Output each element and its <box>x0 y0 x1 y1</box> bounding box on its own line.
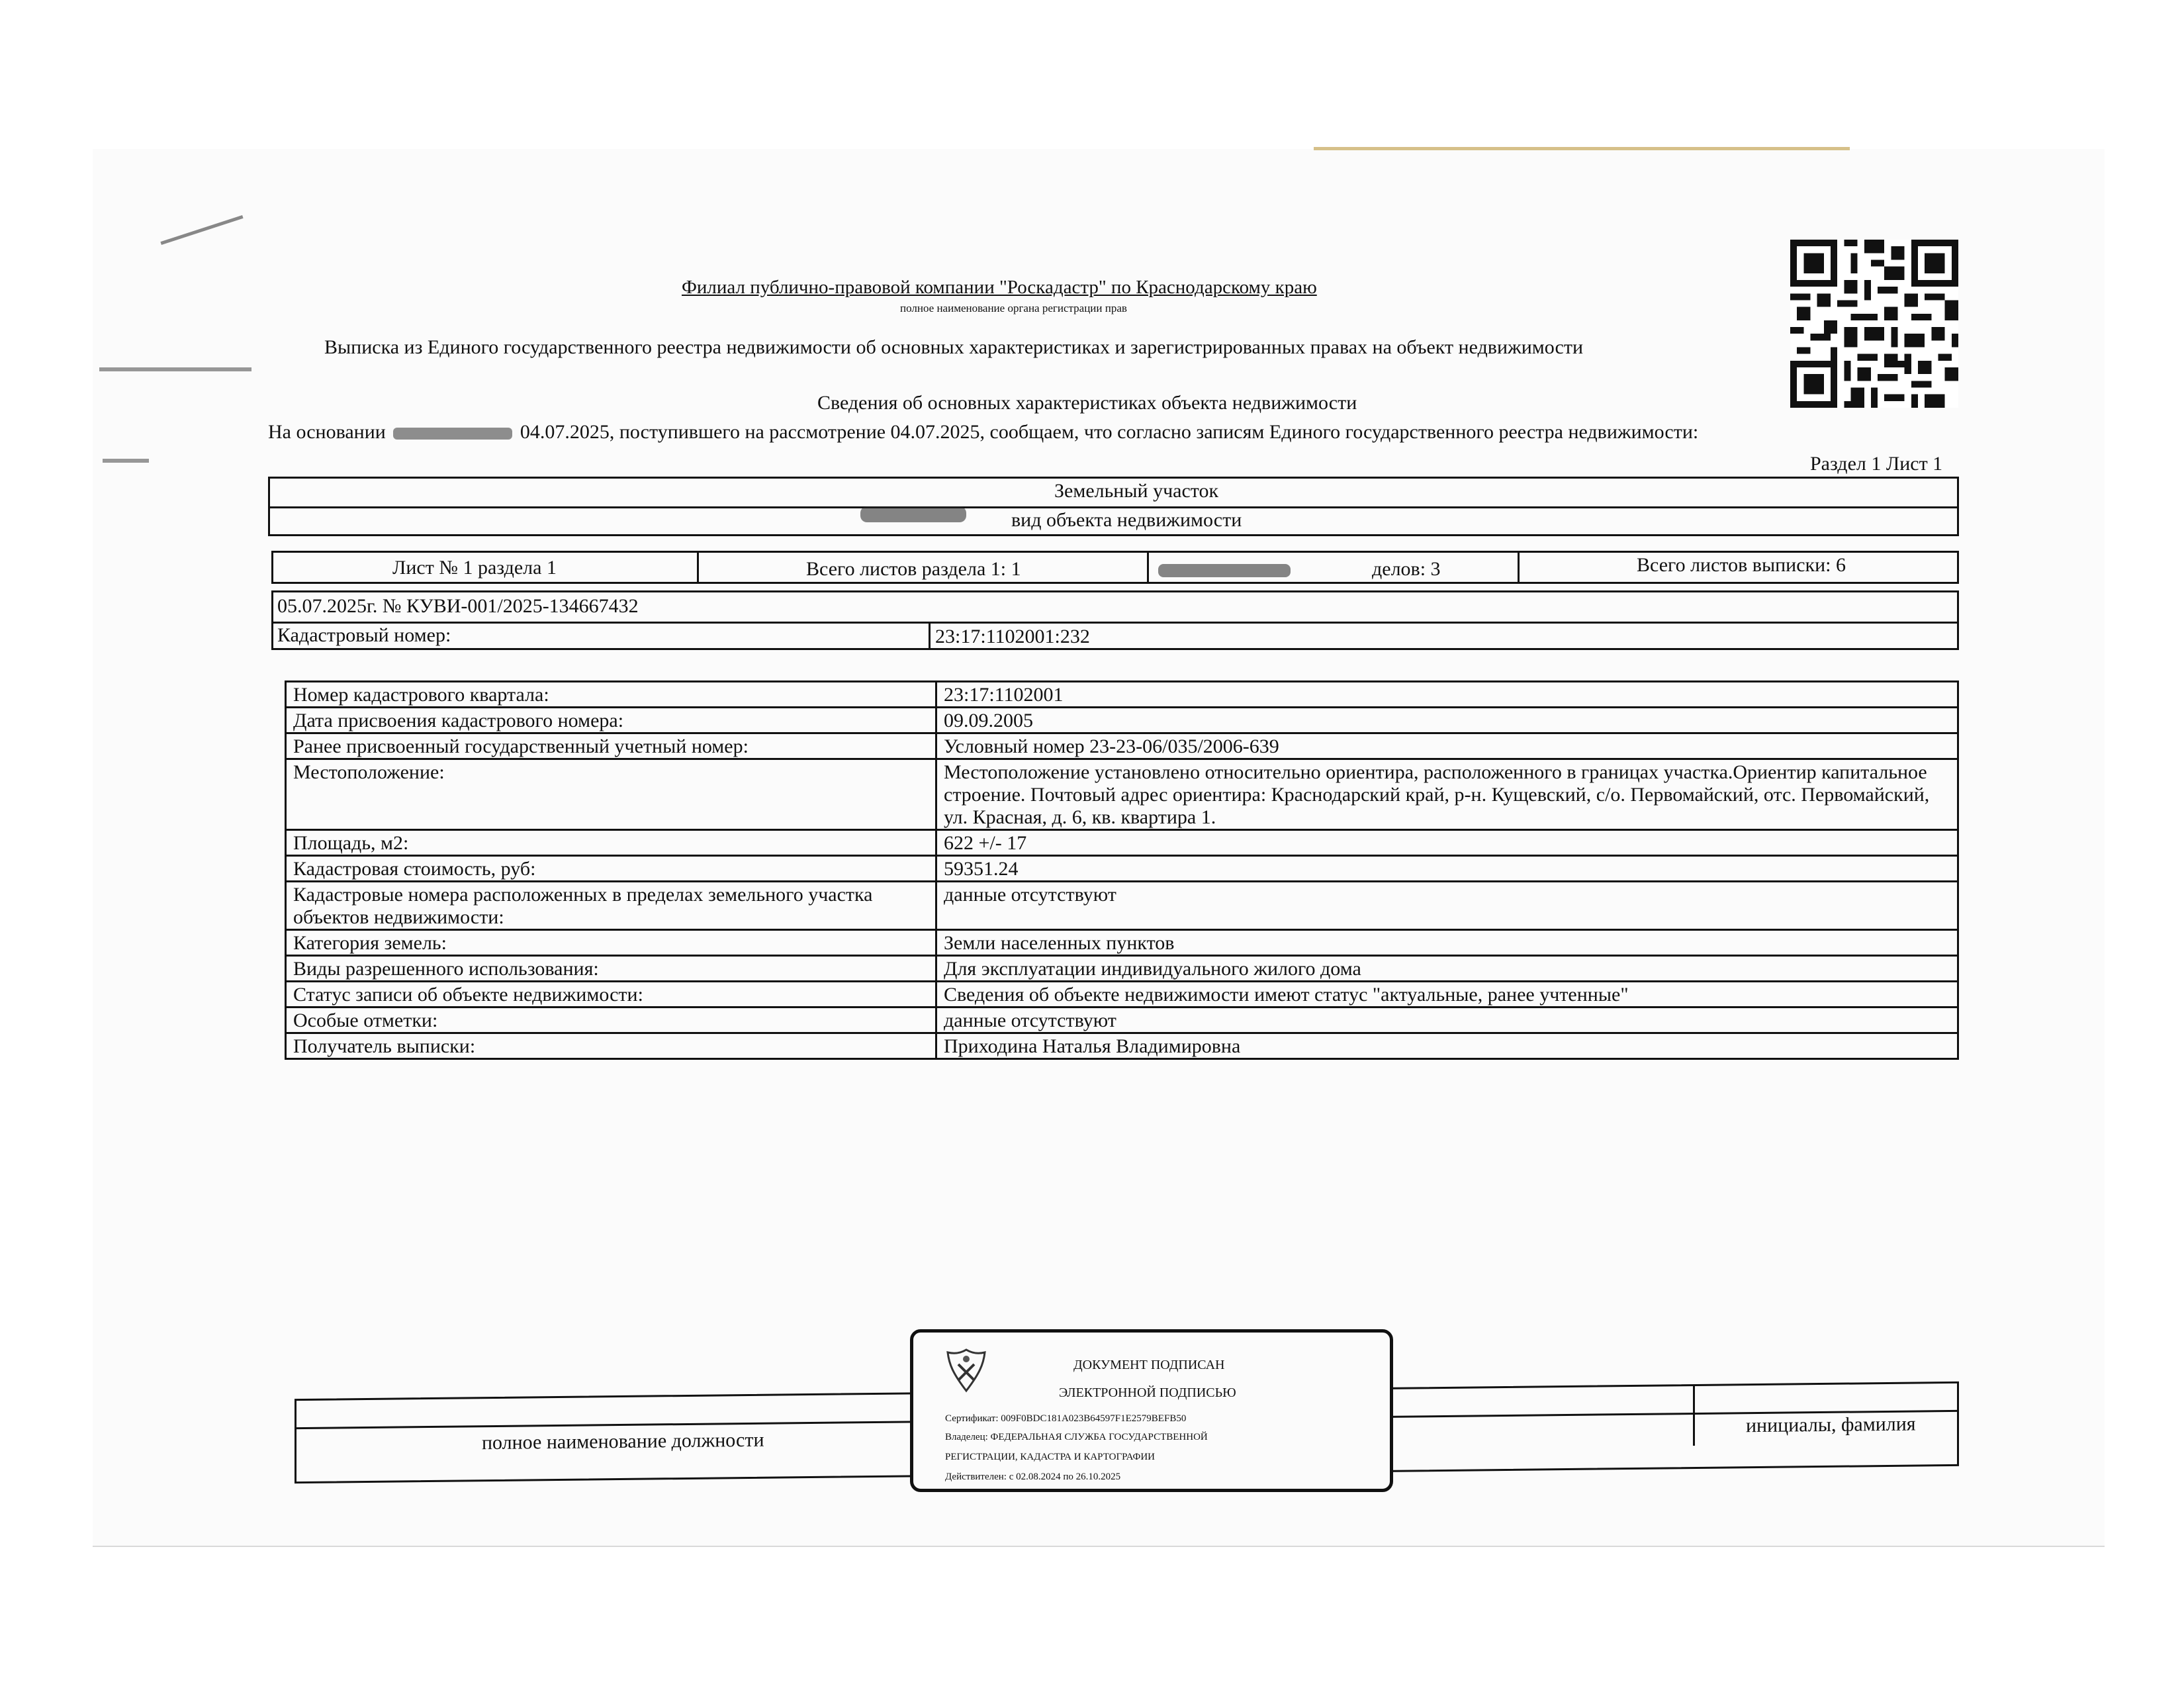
table-row <box>286 682 1958 708</box>
property-value: Для эксплуатации индивидуального жилого дома <box>936 956 1958 982</box>
property-label: Виды разрешенного использования: <box>286 956 936 982</box>
property-value: Сведения об объекте недвижимости имеют статус "актуальные, ранее учтенные" <box>936 982 1958 1008</box>
table-row <box>286 882 1958 930</box>
scan-mark <box>99 367 251 371</box>
redacted-smudge <box>1158 564 1291 577</box>
property-value: Условный номер 23-23-06/035/2006-639 <box>936 733 1958 759</box>
stamp-validity: Действителен: с 02.08.2024 по 26.10.2025 <box>945 1472 1121 1482</box>
property-value: 09.09.2005 <box>936 708 1958 733</box>
property-value: Земли населенных пунктов <box>936 930 1958 956</box>
stamp-line-1: ДОКУМЕНТ ПОДПИСАН <box>1073 1358 1225 1372</box>
position-caption: полное наименование должности <box>482 1429 764 1454</box>
table-row <box>286 1033 1958 1059</box>
sheets-total: Всего листов выписки: 6 <box>1637 554 1846 576</box>
document-subtitle: Сведения об основных характеристиках объекта недвижимости <box>817 392 1357 414</box>
property-value: 59351.24 <box>936 856 1958 882</box>
property-label: Номер кадастрового квартала: <box>286 682 936 708</box>
property-label: Местоположение: <box>286 759 936 830</box>
stamp-certificate: Сертификат: 009F0BDC181A023B64597F1E2579BEFB50 <box>945 1413 1187 1424</box>
divider <box>1693 1386 1695 1446</box>
property-label: Кадастровые номера расположенных в пределах земельного участка объектов недвижимости: <box>286 882 936 930</box>
sections-count: делов: 3 <box>1372 558 1441 580</box>
sheets-row <box>271 551 1959 584</box>
property-label: Категория земель: <box>286 930 936 956</box>
emblem-icon <box>940 1344 993 1397</box>
property-label: Площадь, м2: <box>286 830 936 856</box>
cadastral-number-label: Кадастровый номер: <box>277 624 451 646</box>
property-label: Статус записи об объекте недвижимости: <box>286 982 936 1008</box>
object-kind: Земельный участок <box>1054 480 1219 502</box>
e-signature-stamp <box>910 1329 1393 1492</box>
table-row <box>286 856 1958 882</box>
qr-code-icon <box>1790 240 1958 408</box>
table-row <box>286 982 1958 1008</box>
record-date-number: 05.07.2025г. № КУВИ-001/2025-134667432 <box>277 595 639 617</box>
stamp-owner-1: Владелец: ФЕДЕРАЛЬНАЯ СЛУЖБА ГОСУДАРСТВЕННОЙ <box>945 1432 1208 1442</box>
section-sheet: Раздел 1 Лист 1 <box>1810 453 1943 475</box>
object-kind-caption: вид объекта недвижимости <box>1011 509 1242 531</box>
table-row <box>286 930 1958 956</box>
table-row <box>286 708 1958 733</box>
property-value: Местоположение установлено относительно ориентира, расположенного в границах участка.Ориентир капитальное строение. Почтовый адрес ориентира: Краснодарский край, р-н. Кущевский, с/о. Первомайский, отс. Первомайский, ул. Красная, д. 6, кв. квартира 1. <box>936 759 1958 830</box>
object-kind-box <box>268 477 1959 536</box>
property-value: Приходина Наталья Владимировна <box>936 1033 1958 1059</box>
name-caption: инициалы, фамилия <box>1746 1413 1916 1437</box>
basis-text <box>268 421 1698 444</box>
property-value: данные отсутствуют <box>936 1008 1958 1033</box>
scan-mark <box>1314 147 1850 150</box>
property-label: Кадастровая стоимость, руб: <box>286 856 936 882</box>
property-label: Дата присвоения кадастрового номера: <box>286 708 936 733</box>
property-label: Особые отметки: <box>286 1008 936 1033</box>
divider <box>270 506 1957 508</box>
cadastral-number-value: 23:17:1102001:232 <box>935 626 1090 647</box>
record-box <box>271 590 1959 650</box>
organization-name: Филиал публично-правовой компании "Роскадастр" по Краснодарскому краю <box>682 277 1317 298</box>
property-label: Ранее присвоенный государственный учетный номер: <box>286 733 936 759</box>
divider <box>1518 553 1520 582</box>
redacted-smudge <box>860 506 966 522</box>
property-value: 622 +/- 17 <box>936 830 1958 856</box>
property-label: Получатель выписки: <box>286 1033 936 1059</box>
table-row <box>286 830 1958 856</box>
basis-left: На основании <box>268 421 386 443</box>
divider <box>929 622 931 650</box>
stamp-owner-2: РЕГИСТРАЦИИ, КАДАСТРА И КАРТОГРАФИИ <box>945 1452 1155 1462</box>
divider <box>273 622 1957 624</box>
document-title: Выписка из Единого государственного реестра недвижимости об основных характеристиках и зарегистрированных правах на объект недвижимости <box>324 336 1584 358</box>
redacted-smudge <box>393 428 512 440</box>
table-row <box>286 1008 1958 1033</box>
table-row <box>286 759 1958 830</box>
sheets-in-section: Всего листов раздела 1: 1 <box>806 558 1021 580</box>
table-row <box>286 956 1958 982</box>
basis-right: 04.07.2025, поступившего на рассмотрение 04.07.2025, сообщаем, что согласно записям Единого государственного реестра недвижимости: <box>520 421 1699 443</box>
property-value: 23:17:1102001 <box>936 682 1958 708</box>
property-value: данные отсутствуют <box>936 882 1958 930</box>
divider <box>1147 553 1149 582</box>
properties-table <box>285 680 1959 1060</box>
table-row <box>286 733 1958 759</box>
scan-mark <box>103 459 149 463</box>
sheet-number: Лист № 1 раздела 1 <box>392 557 557 579</box>
organization-caption: полное наименование органа регистрации прав <box>900 302 1127 314</box>
stamp-line-2: ЭЛЕКТРОННОЙ ПОДПИСЬЮ <box>1059 1385 1236 1400</box>
divider <box>697 553 699 582</box>
